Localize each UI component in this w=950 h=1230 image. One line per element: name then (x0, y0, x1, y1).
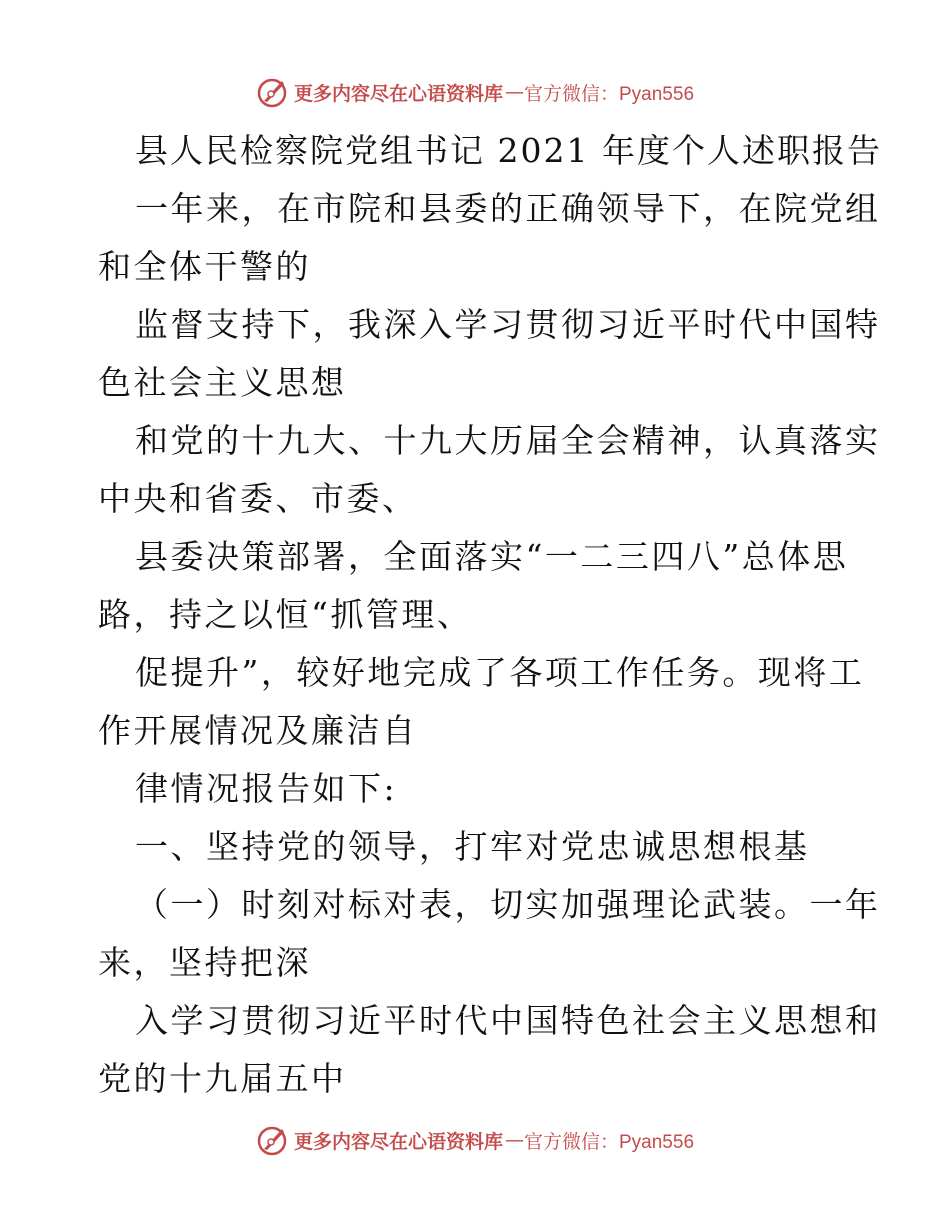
text-line: 促提升”，较好地完成了各项工作任务。现将工 (135, 653, 865, 692)
header-banner (0, 72, 950, 112)
text-line: 中央和省委、市委、 (98, 479, 418, 518)
text-line: 县委决策部署，全面落实“一二三四八”总体思 (135, 537, 849, 576)
text-line: 色社会主义思想 (98, 363, 347, 402)
quill-logo-icon (256, 75, 290, 109)
banner-contact: 官方微信：Pyan556 (524, 83, 695, 105)
text-line: 律情况报告如下: (135, 769, 398, 808)
banner-text: 更多内容尽在心语资料库 (293, 1130, 503, 1153)
banner-separator: — (505, 1129, 524, 1151)
text-line: 监督支持下，我深入学习贯彻习近平时代中国特 (135, 305, 881, 344)
banner-contact: 官方微信：Pyan556 (524, 1131, 695, 1153)
banner-separator: — (505, 81, 524, 103)
text-line: 一年来，在市院和县委的正确领导下，在院党组 (135, 189, 881, 228)
text-line: 和全体干警的 (98, 247, 311, 286)
quill-logo-icon (256, 1123, 290, 1157)
document-body (98, 122, 882, 1108)
banner-text: 更多内容尽在心语资料库 (293, 82, 503, 105)
text-line: 作开展情况及廉洁自 (98, 711, 418, 750)
text-line: 党的十九届五中 (98, 1059, 347, 1098)
text-line: 路，持之以恒“抓管理、 (98, 595, 473, 634)
subsection-heading: （一）时刻对标对表，切实加强理论武装。一年 (135, 885, 881, 924)
text-line: 入学习贯彻习近平时代中国特色社会主义思想和 (135, 1001, 881, 1040)
text-line: 来，坚持把深 (98, 943, 311, 982)
section-heading: 一、坚持党的领导，打牢对党忠诚思想根基 (135, 827, 810, 866)
text-line: 和党的十九大、十九大历届全会精神，认真落实 (135, 421, 881, 460)
footer-banner (0, 1120, 950, 1160)
document-title: 县人民检察院党组书记 2021 年度个人述职报告 (135, 131, 882, 170)
